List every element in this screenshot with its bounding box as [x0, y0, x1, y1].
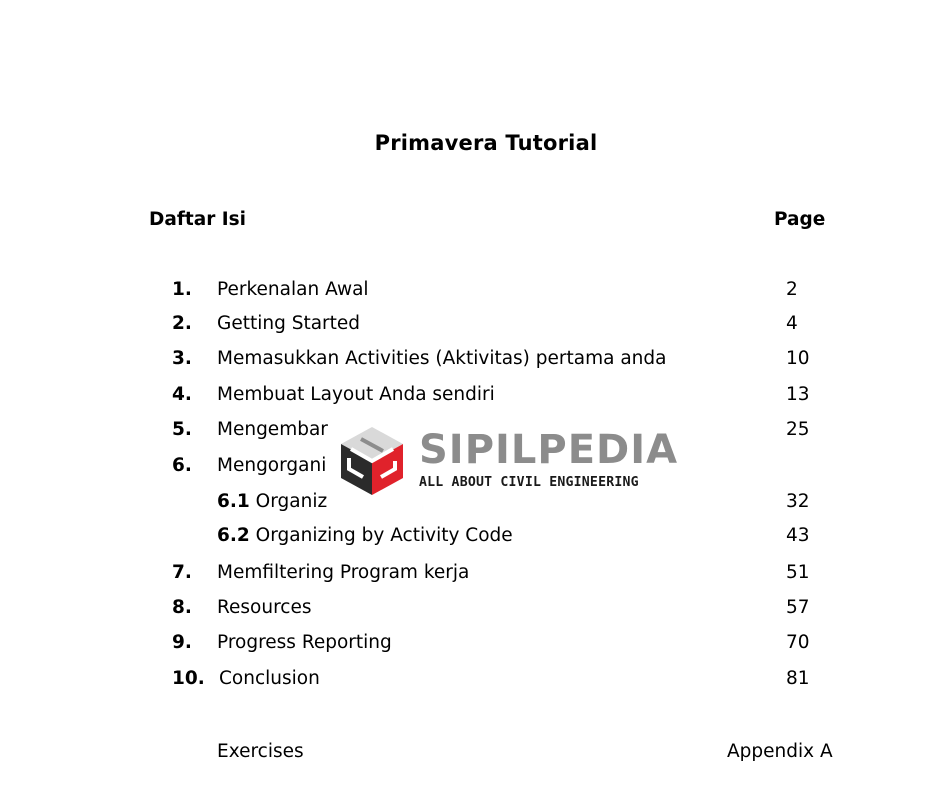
exercises-label: Exercises — [217, 741, 304, 762]
toc-entry-number: 10. — [172, 668, 205, 689]
toc-entry-page: 10 — [786, 348, 810, 369]
watermark-brand: SIPILPEDIA — [419, 427, 679, 473]
toc-subentry-label — [217, 491, 327, 512]
toc-subentry-label — [217, 525, 513, 546]
toc-entry-label: Memfiltering Program kerja — [217, 562, 470, 583]
toc-entry-page: 57 — [786, 597, 810, 618]
toc-entry-label: Resources — [217, 597, 312, 618]
toc-entry — [0, 632, 937, 658]
toc-entry-label: Progress Reporting — [217, 632, 392, 653]
toc-entry-page: 25 — [786, 419, 810, 440]
page-header: Page — [774, 209, 826, 230]
toc-entry-number: 1. — [172, 279, 192, 300]
toc-entry — [0, 668, 937, 694]
document-title: Primavera Tutorial — [374, 131, 598, 155]
toc-entry-page: 70 — [786, 632, 810, 653]
toc-entry-number: 5. — [172, 419, 192, 440]
sipilpedia-logo-icon — [339, 425, 405, 497]
toc-entry-number: 2. — [172, 313, 192, 334]
toc-entry-number: 8. — [172, 597, 192, 618]
toc-entry-label: Mengorgani — [217, 455, 327, 476]
toc-entry — [0, 597, 937, 623]
toc-entry-page: 2 — [786, 279, 798, 300]
toc-entry-label: Perkenalan Awal — [217, 279, 369, 300]
toc-entry-number: 4. — [172, 384, 192, 405]
toc-entry — [0, 313, 937, 339]
toc-entry — [0, 348, 937, 374]
toc-entry-number: 7. — [172, 562, 192, 583]
sipilpedia-watermark — [337, 425, 679, 497]
toc-entry-number: 9. — [172, 632, 192, 653]
toc-subentry — [0, 525, 937, 551]
toc-subentry-text: Organiz — [255, 491, 328, 512]
toc-exercises — [0, 741, 937, 767]
toc-entry-label: Conclusion — [219, 668, 320, 689]
toc-subentry-text: Organizing by Activity Code — [255, 525, 513, 546]
toc-entry — [0, 279, 937, 305]
toc-entry-label: Memasukkan Activities (Aktivitas) pertama anda — [217, 348, 667, 369]
exercises-page: Appendix A — [727, 741, 833, 762]
toc-entry-page: 81 — [786, 668, 810, 689]
toc-entry-label: Mengembar — [217, 419, 328, 440]
toc-entry-page: 13 — [786, 384, 810, 405]
toc-subentry-number: 6.1 — [217, 491, 250, 512]
toc-entry-number: 3. — [172, 348, 192, 369]
toc-entry-page: 32 — [786, 491, 810, 512]
toc-entry-page: 4 — [786, 313, 798, 334]
toc-entry-label: Getting Started — [217, 313, 361, 334]
toc-subentry-number: 6.2 — [217, 525, 250, 546]
toc-entry-page: 43 — [786, 525, 810, 546]
toc-header: Daftar Isi — [149, 209, 247, 230]
watermark-tagline: ALL ABOUT CIVIL ENGINEERING — [419, 475, 639, 490]
toc-entry-label: Membuat Layout Anda sendiri — [217, 384, 495, 405]
toc-entry-page: 51 — [786, 562, 810, 583]
toc-entry — [0, 562, 937, 588]
toc-entry-number: 6. — [172, 455, 192, 476]
toc-entry — [0, 384, 937, 410]
